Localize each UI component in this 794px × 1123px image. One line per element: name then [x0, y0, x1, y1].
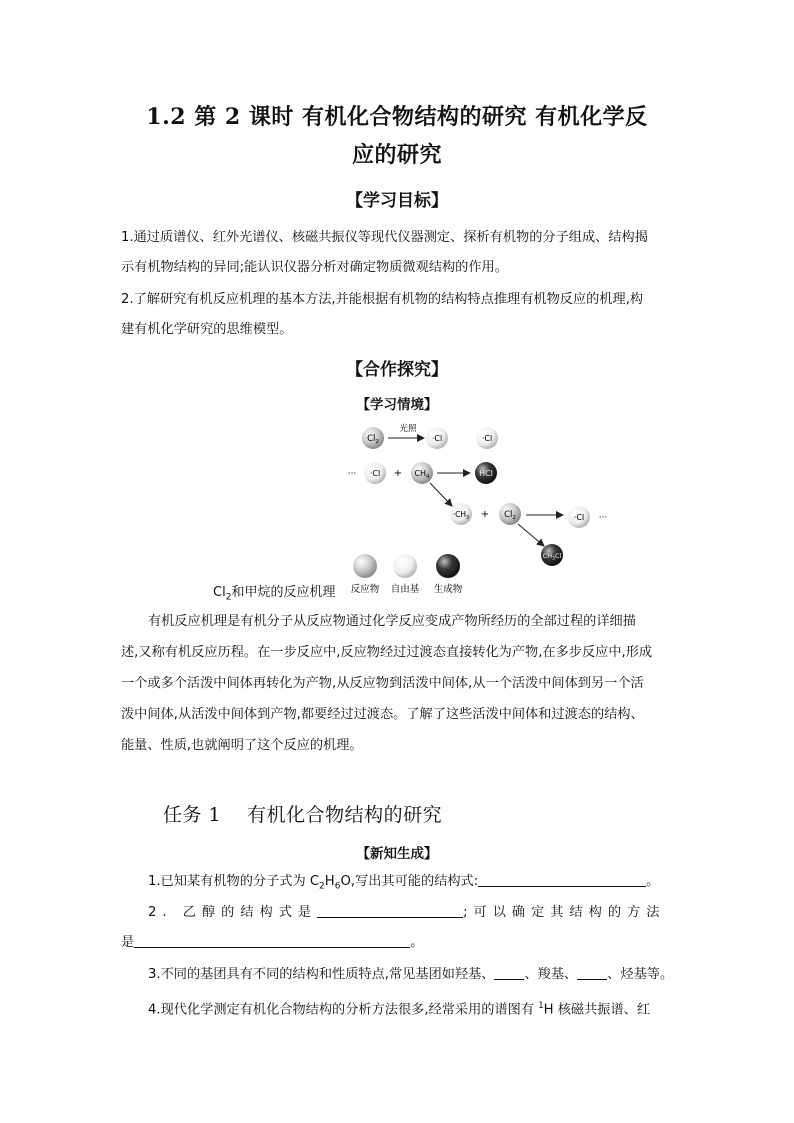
title-line-2: 应的研究	[351, 142, 442, 168]
answer-blank-q2a[interactable]	[317, 903, 463, 918]
cl-radical-1	[426, 427, 448, 449]
arrow-to-ch3	[430, 483, 452, 506]
svg-text:Cl2: $Cl_2$	[367, 434, 379, 445]
cl-radical-2	[476, 427, 498, 449]
answer-blank-q3a[interactable]	[494, 965, 524, 980]
learning-goal-1	[121, 223, 677, 283]
legend-radical	[391, 554, 420, 595]
cl2-molecule	[362, 427, 384, 449]
goal-1-line-1: 1.通过质谱仪、红外光谱仪、核磁共振仪等现代仪器测定、探析有机物的分子组成、结构揭	[121, 230, 648, 245]
new-knowledge-heading: 【新知生成】	[356, 846, 438, 862]
task-number: 任务 1	[163, 804, 222, 826]
mechanism-intro-paragraph	[121, 606, 677, 761]
question-1: 1.已知某有机物的分子式为 $C_2H_6O$,写出其可能的结构式: 。	[148, 874, 660, 892]
intro-line-5: 能量、性质,也就阐明了这个反应的机理。	[121, 738, 363, 753]
title-line-1: 1.2 第 2 课时 有机化合物结构的研究 有机化学反	[146, 104, 648, 130]
hcl-molecule	[475, 462, 497, 484]
intro-line-3: 一个或多个活泼中间体再转化为产物,从反应物到活泼中间体,从一个活泼中间体到另一个活	[121, 676, 644, 691]
ellipsis-left: ···	[347, 469, 357, 479]
svg-text:·Cl: ·Cl	[369, 469, 381, 478]
question-3: 3.不同的基团具有不同的结构和性质特点,常见基团如羟基、 、羧基、 、烃基等。	[148, 967, 674, 982]
svg-text:·Cl: ·Cl	[481, 434, 493, 443]
svg-text:自由基: 自由基	[390, 584, 420, 595]
svg-text:反应物: 反应物	[350, 584, 380, 595]
svg-text:·Cl: ·Cl	[573, 513, 585, 522]
cl-radical-4	[568, 506, 590, 528]
light-condition-label: 光照	[399, 424, 417, 434]
cl-radical-3	[364, 462, 386, 484]
learning-situation-heading: 【学习情境】	[356, 397, 438, 413]
intro-line-1: 有机反应机理是有机分子从反应物通过化学反应变成产物所经历的全部过程的详细描	[148, 614, 636, 629]
ch3-radical	[450, 503, 472, 525]
ellipsis-right: ···	[598, 513, 608, 523]
learning-goal-2	[121, 285, 677, 345]
question-2: 2. 乙醇的结构式是 ;可以确定其结构的方法 是 。	[121, 905, 666, 950]
task-title: 有机化合物结构的研究	[247, 804, 443, 826]
svg-text:·CH3: $\cdot CH_3$	[452, 510, 470, 521]
intro-line-2: 述,又称有机反应历程。在一步反应中,反应物经过过渡态直接转化为产物,在多步反应中,形成	[121, 645, 653, 660]
plus-sign-1: +	[393, 468, 403, 479]
legend-reactant	[351, 554, 380, 595]
intro-line-4: 泼中间体,从活泼中间体到产物,都要经过过渡态。了解了这些活泼中间体和过渡态的结构、	[121, 707, 644, 722]
cooperative-exploration-heading: 【合作探究】	[346, 360, 448, 380]
answer-blank-q3b[interactable]	[577, 965, 607, 980]
goal-2-line-1: 2.了解研究有机反应机理的基本方法,并能根据有机物的结构特点推理有机物反应的机理,构	[121, 292, 644, 307]
ch3cl-molecule	[541, 544, 563, 566]
legend-product	[434, 554, 463, 595]
task-1-heading	[163, 800, 442, 827]
figure-caption: $Cl_2$和甲烷的反应机理	[213, 585, 336, 603]
goal-1-line-2: 示有机物结构的异同;能认识仪器分析对确定物质微观结构的作用。	[121, 260, 508, 275]
answer-blank-q2b[interactable]	[134, 933, 410, 948]
plus-sign-2: +	[480, 509, 490, 520]
svg-text:Cl2: $Cl_2$	[504, 510, 516, 521]
svg-text:生成物: 生成物	[433, 584, 463, 595]
goal-2-line-2: 建有机化学研究的思维模型。	[121, 322, 293, 337]
arrow-to-ch3cl	[518, 524, 544, 546]
cl2-molecule-2	[499, 503, 521, 525]
svg-text:·Cl: ·Cl	[431, 434, 443, 443]
question-4: 4.现代化学测定有机化合物结构的分析方法很多,经常采用的谱图有 $^1$H 核磁共振谱、红	[148, 1001, 651, 1018]
answer-blank-q1[interactable]	[478, 872, 646, 887]
svg-text:CH4: $CH_4$	[414, 469, 430, 480]
svg-text:HCl: HCl	[479, 469, 493, 478]
ch4-molecule	[411, 462, 433, 484]
reaction-mechanism-figure	[330, 418, 630, 600]
svg-text:CH3Cl: $CH_3Cl$	[542, 552, 562, 562]
learning-goals-heading: 【学习目标】	[346, 191, 448, 211]
page-title	[100, 98, 694, 174]
